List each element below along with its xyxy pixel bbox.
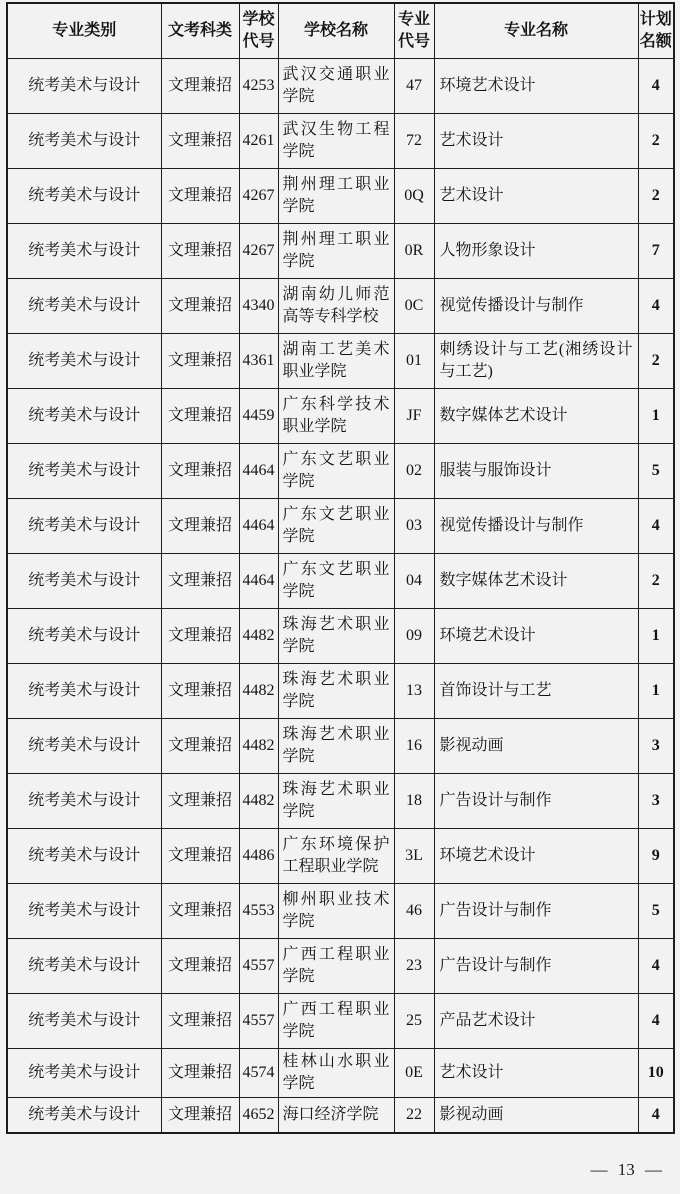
school-name-cell: 湖南工艺美术职业学院: [278, 333, 394, 388]
school-name-cell: 珠海艺术职业学院: [278, 663, 394, 718]
school-name-cell: 荆州理工职业学院: [278, 168, 394, 223]
major-name-cell: 数字媒体艺术设计: [434, 553, 638, 608]
school-code-cell: 4574: [239, 1048, 278, 1097]
school-name-cell: 珠海艺术职业学院: [278, 718, 394, 773]
header-row: [7, 3, 674, 58]
quota-cell: 4: [638, 58, 674, 113]
major-name-cell: 广告设计与制作: [434, 883, 638, 938]
major-code-cell: 46: [394, 883, 434, 938]
school-code-cell: 4557: [239, 938, 278, 993]
table-row: [7, 883, 674, 938]
major-code-cell: 09: [394, 608, 434, 663]
table-row: [7, 168, 674, 223]
exam-category-cell: 文理兼招: [161, 608, 239, 663]
major-name-cell: 环境艺术设计: [434, 608, 638, 663]
exam-category-cell: 文理兼招: [161, 388, 239, 443]
table-row: [7, 113, 674, 168]
school-code-cell: 4340: [239, 278, 278, 333]
quota-cell: 5: [638, 883, 674, 938]
school-name-cell: 广东环境保护工程职业学院: [278, 828, 394, 883]
school-code-cell: 4361: [239, 333, 278, 388]
page-number: — 13 —: [590, 1160, 662, 1179]
major-name-cell: 数字媒体艺术设计: [434, 388, 638, 443]
table-row: [7, 333, 674, 388]
table-row: [7, 553, 674, 608]
table-row: [7, 58, 674, 113]
table-row: [7, 278, 674, 333]
major-code-cell: 72: [394, 113, 434, 168]
major-name-cell: 艺术设计: [434, 168, 638, 223]
exam-category-cell: 文理兼招: [161, 168, 239, 223]
major-code-cell: 16: [394, 718, 434, 773]
school-code-cell: 4652: [239, 1097, 278, 1133]
major-category-cell: 统考美术与设计: [7, 773, 161, 828]
major-category-cell: 统考美术与设计: [7, 663, 161, 718]
exam-category-cell: 文理兼招: [161, 663, 239, 718]
school-name-cell: 柳州职业技术学院: [278, 883, 394, 938]
quota-cell: 1: [638, 608, 674, 663]
school-code-cell: 4482: [239, 608, 278, 663]
major-name-cell: 艺术设计: [434, 1048, 638, 1097]
quota-cell: 9: [638, 828, 674, 883]
school-name-cell: 广东文艺职业学院: [278, 498, 394, 553]
header-school-code: 学校代号: [239, 3, 278, 58]
major-category-cell: 统考美术与设计: [7, 333, 161, 388]
major-category-cell: 统考美术与设计: [7, 938, 161, 993]
quota-cell: 10: [638, 1048, 674, 1097]
major-code-cell: 23: [394, 938, 434, 993]
quota-cell: 4: [638, 498, 674, 553]
exam-category-cell: 文理兼招: [161, 1097, 239, 1133]
quota-cell: 4: [638, 938, 674, 993]
school-name-cell: 海口经济学院: [278, 1097, 394, 1133]
school-code-cell: 4261: [239, 113, 278, 168]
major-category-cell: 统考美术与设计: [7, 993, 161, 1048]
major-name-cell: 艺术设计: [434, 113, 638, 168]
school-code-cell: 4267: [239, 168, 278, 223]
school-name-cell: 珠海艺术职业学院: [278, 773, 394, 828]
quota-cell: 4: [638, 1097, 674, 1133]
exam-category-cell: 文理兼招: [161, 718, 239, 773]
major-category-cell: 统考美术与设计: [7, 883, 161, 938]
major-code-cell: 22: [394, 1097, 434, 1133]
major-code-cell: 0R: [394, 223, 434, 278]
school-code-cell: 4557: [239, 993, 278, 1048]
table-row: [7, 828, 674, 883]
school-name-cell: 广东文艺职业学院: [278, 553, 394, 608]
exam-category-cell: 文理兼招: [161, 828, 239, 883]
table-row: [7, 663, 674, 718]
header-quota: 计划名额: [638, 3, 674, 58]
major-category-cell: 统考美术与设计: [7, 223, 161, 278]
table-row: [7, 993, 674, 1048]
school-code-cell: 4464: [239, 498, 278, 553]
major-code-cell: 13: [394, 663, 434, 718]
school-name-cell: 武汉交通职业学院: [278, 58, 394, 113]
major-category-cell: 统考美术与设计: [7, 608, 161, 663]
quota-cell: 2: [638, 333, 674, 388]
school-code-cell: 4482: [239, 773, 278, 828]
major-name-cell: 首饰设计与工艺: [434, 663, 638, 718]
table-row: [7, 388, 674, 443]
header-major-name: 专业名称: [434, 3, 638, 58]
school-name-cell: 广东文艺职业学院: [278, 443, 394, 498]
major-code-cell: 25: [394, 993, 434, 1048]
school-name-cell: 湖南幼儿师范高等专科学校: [278, 278, 394, 333]
school-name-cell: 广东科学技术职业学院: [278, 388, 394, 443]
major-name-cell: 影视动画: [434, 1097, 638, 1133]
quota-cell: 1: [638, 663, 674, 718]
exam-category-cell: 文理兼招: [161, 498, 239, 553]
major-code-cell: JF: [394, 388, 434, 443]
major-name-cell: 产品艺术设计: [434, 993, 638, 1048]
major-category-cell: 统考美术与设计: [7, 828, 161, 883]
major-name-cell: 人物形象设计: [434, 223, 638, 278]
major-code-cell: 01: [394, 333, 434, 388]
school-code-cell: 4459: [239, 388, 278, 443]
school-name-cell: 桂林山水职业学院: [278, 1048, 394, 1097]
major-name-cell: 刺绣设计与工艺(湘绣设计与工艺): [434, 333, 638, 388]
quota-cell: 2: [638, 553, 674, 608]
exam-category-cell: 文理兼招: [161, 993, 239, 1048]
major-category-cell: 统考美术与设计: [7, 443, 161, 498]
school-name-cell: 广西工程职业学院: [278, 938, 394, 993]
header-exam-category: 文考科类: [161, 3, 239, 58]
quota-cell: 2: [638, 168, 674, 223]
table-row: [7, 223, 674, 278]
exam-category-cell: 文理兼招: [161, 883, 239, 938]
major-name-cell: 环境艺术设计: [434, 828, 638, 883]
quota-cell: 1: [638, 388, 674, 443]
school-name-cell: 珠海艺术职业学院: [278, 608, 394, 663]
school-code-cell: 4482: [239, 718, 278, 773]
school-name-cell: 荆州理工职业学院: [278, 223, 394, 278]
exam-category-cell: 文理兼招: [161, 333, 239, 388]
major-category-cell: 统考美术与设计: [7, 498, 161, 553]
school-code-cell: 4486: [239, 828, 278, 883]
major-category-cell: 统考美术与设计: [7, 388, 161, 443]
major-name-cell: 广告设计与制作: [434, 938, 638, 993]
table-row: [7, 773, 674, 828]
major-name-cell: 视觉传播设计与制作: [434, 278, 638, 333]
quota-cell: 2: [638, 113, 674, 168]
major-code-cell: 02: [394, 443, 434, 498]
major-code-cell: 03: [394, 498, 434, 553]
major-code-cell: 0C: [394, 278, 434, 333]
school-code-cell: 4553: [239, 883, 278, 938]
exam-category-cell: 文理兼招: [161, 443, 239, 498]
major-code-cell: 0E: [394, 1048, 434, 1097]
table-row: [7, 1048, 674, 1097]
major-category-cell: 统考美术与设计: [7, 168, 161, 223]
school-code-cell: 4464: [239, 553, 278, 608]
table-row: [7, 608, 674, 663]
quota-cell: 4: [638, 278, 674, 333]
exam-category-cell: 文理兼招: [161, 553, 239, 608]
major-code-cell: 47: [394, 58, 434, 113]
major-name-cell: 广告设计与制作: [434, 773, 638, 828]
quota-cell: 5: [638, 443, 674, 498]
major-name-cell: 服装与服饰设计: [434, 443, 638, 498]
exam-category-cell: 文理兼招: [161, 223, 239, 278]
exam-category-cell: 文理兼招: [161, 938, 239, 993]
major-category-cell: 统考美术与设计: [7, 553, 161, 608]
major-category-cell: 统考美术与设计: [7, 718, 161, 773]
major-name-cell: 影视动画: [434, 718, 638, 773]
table-row: [7, 443, 674, 498]
exam-category-cell: 文理兼招: [161, 113, 239, 168]
major-code-cell: 0Q: [394, 168, 434, 223]
table-row: [7, 718, 674, 773]
major-code-cell: 18: [394, 773, 434, 828]
school-code-cell: 4482: [239, 663, 278, 718]
major-category-cell: 统考美术与设计: [7, 58, 161, 113]
exam-category-cell: 文理兼招: [161, 773, 239, 828]
major-name-cell: 视觉传播设计与制作: [434, 498, 638, 553]
quota-cell: 3: [638, 718, 674, 773]
major-category-cell: 统考美术与设计: [7, 1048, 161, 1097]
major-name-cell: 环境艺术设计: [434, 58, 638, 113]
exam-category-cell: 文理兼招: [161, 1048, 239, 1097]
header-major-code: 专业代号: [394, 3, 434, 58]
school-name-cell: 广西工程职业学院: [278, 993, 394, 1048]
exam-category-cell: 文理兼招: [161, 58, 239, 113]
major-category-cell: 统考美术与设计: [7, 278, 161, 333]
major-code-cell: 04: [394, 553, 434, 608]
school-code-cell: 4464: [239, 443, 278, 498]
major-code-cell: 3L: [394, 828, 434, 883]
school-code-cell: 4253: [239, 58, 278, 113]
school-code-cell: 4267: [239, 223, 278, 278]
table-row: [7, 938, 674, 993]
major-category-cell: 统考美术与设计: [7, 1097, 161, 1133]
major-category-cell: 统考美术与设计: [7, 113, 161, 168]
quota-cell: 4: [638, 993, 674, 1048]
header-school-name: 学校名称: [278, 3, 394, 58]
quota-cell: 3: [638, 773, 674, 828]
header-major-category: 专业类别: [7, 3, 161, 58]
table-row: [7, 1097, 674, 1133]
table-row: [7, 498, 674, 553]
quota-cell: 7: [638, 223, 674, 278]
school-name-cell: 武汉生物工程学院: [278, 113, 394, 168]
admission-plan-table: [6, 2, 675, 1134]
exam-category-cell: 文理兼招: [161, 278, 239, 333]
